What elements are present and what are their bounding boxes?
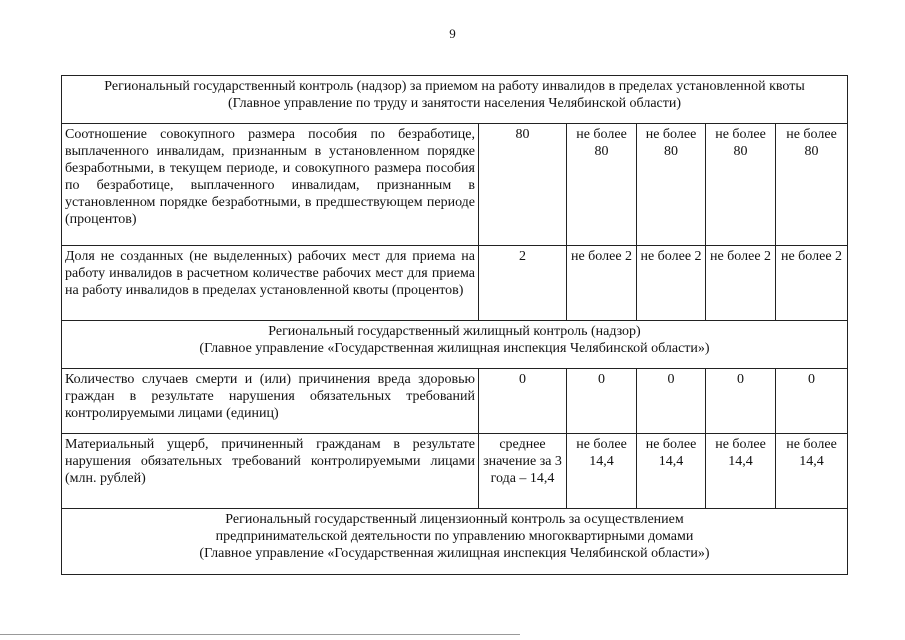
page-number: 9 xyxy=(449,26,456,41)
target-value-cell: не более 80 xyxy=(776,124,848,246)
section-header-row xyxy=(62,76,848,124)
indicator-description: Доля не созданных (не выделенных) рабочих мест для приема на работу инвалидов в расчетном количестве рабочих мест для приема на работу инвалидов в пределах установленной квоты (процентов) xyxy=(62,246,479,321)
indicator-description: Соотношение совокупного размера пособия по безработице, выплаченного инвалидам, признанным в установленном порядке безработными, в текущем периоде, и совокупного размера пособия по безработице, выплаченного инвалидам, признанным в установленном порядке безработными, в предшествующем периоде (процентов) xyxy=(62,124,479,246)
section-title-line: Региональный государственный контроль (надзор) за приемом на работу инвалидов в пределах установленной квоты xyxy=(104,79,805,94)
section-title-line: Региональный государственный лицензионный контроль за осуществлением xyxy=(225,512,684,527)
indicator-description: Количество случаев смерти и (или) причинения вреда здоровью граждан в результате нарушения обязательных требований контролируемыми лицами (единиц) xyxy=(62,369,479,434)
target-value-cell: 0 xyxy=(637,369,706,434)
target-value-cell: не более 14,4 xyxy=(776,434,848,509)
target-value-cell: не более 80 xyxy=(637,124,706,246)
section-title-line: предпринимательской деятельности по управлению многоквартирными домами xyxy=(215,529,694,544)
target-value-cell: 0 xyxy=(776,369,848,434)
target-value-cell: не более 14,4 xyxy=(706,434,776,509)
section-title xyxy=(62,509,848,575)
section-title-line: (Главное управление «Государственная жилищная инспекция Челябинской области») xyxy=(199,546,710,561)
indicator-row xyxy=(62,124,848,246)
section-title-line: (Главное управление по труду и занятости населения Челябинской области) xyxy=(227,96,682,111)
section-title xyxy=(62,321,848,369)
base-value-cell: среднее значение за 3 года – 14,4 xyxy=(479,434,567,509)
indicator-row xyxy=(62,434,848,509)
indicator-row xyxy=(62,369,848,434)
target-value-cell: не более 14,4 xyxy=(637,434,706,509)
indicators-table xyxy=(61,75,848,575)
base-value-cell: 2 xyxy=(479,246,567,321)
target-value-cell: не более 2 xyxy=(776,246,848,321)
section-title-line: (Главное управление «Государственная жилищная инспекция Челябинской области») xyxy=(199,341,710,356)
target-value-cell: не более 14,4 xyxy=(567,434,637,509)
target-value-cell: 0 xyxy=(567,369,637,434)
target-value-cell: не более 2 xyxy=(567,246,637,321)
indicator-description: Материальный ущерб, причиненный гражданам в результате нарушения обязательных требований контролируемыми лицами (млн. рублей) xyxy=(62,434,479,509)
target-value-cell: не более 2 xyxy=(706,246,776,321)
section-header-row xyxy=(62,509,848,575)
base-value-cell: 0 xyxy=(479,369,567,434)
section-header-row xyxy=(62,321,848,369)
target-value-cell: 0 xyxy=(706,369,776,434)
section-title-line: Региональный государственный жилищный контроль (надзор) xyxy=(268,324,641,339)
section-title xyxy=(62,76,848,124)
target-value-cell: не более 2 xyxy=(637,246,706,321)
indicator-row xyxy=(62,246,848,321)
footer-rule xyxy=(0,634,520,635)
target-value-cell: не более 80 xyxy=(567,124,637,246)
base-value-cell: 80 xyxy=(479,124,567,246)
target-value-cell: не более 80 xyxy=(706,124,776,246)
